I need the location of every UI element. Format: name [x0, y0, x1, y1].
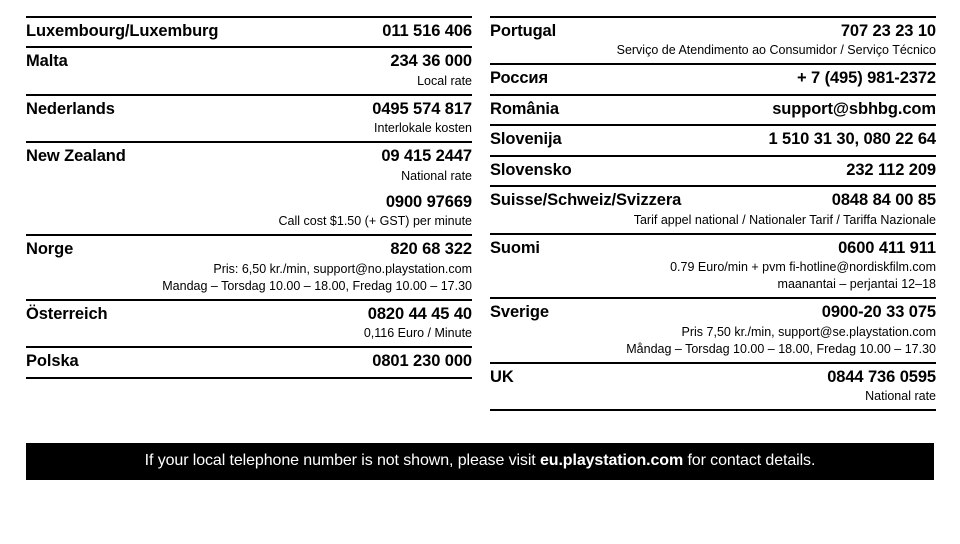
phone-number: 1 510 31 30, 080 22 64: [768, 130, 936, 149]
rate-note: Pris 7,50 kr./min, support@se.playstation.com: [681, 324, 936, 339]
phone-number: 011 516 406: [382, 22, 472, 40]
contact-entry-new-zealand: [26, 141, 472, 234]
contact-row: [26, 352, 472, 371]
contact-row: [490, 191, 936, 210]
footer-text-after: for contact details.: [683, 452, 816, 469]
footer-text-before: If your local telephone number is not shown, please visit: [144, 452, 540, 469]
contact-row: [490, 100, 936, 119]
contact-entry-rossiya: [490, 63, 936, 93]
phone-number: 0600 411 911: [838, 238, 936, 257]
phone-number: 820 68 322: [390, 240, 472, 259]
contact-entry-polska: [26, 346, 472, 378]
country-name: Suomi: [490, 238, 540, 257]
country-name: Suisse/Schweiz/Svizzera: [490, 191, 682, 210]
contact-entry-nederlands: [26, 94, 472, 141]
phone-number-secondary: 0900 97669: [385, 192, 472, 211]
contact-entry-sverige: [490, 297, 936, 361]
contact-entry-portugal: [490, 16, 936, 63]
footer-website-link[interactable]: eu.playstation.com: [539, 452, 684, 469]
rate-note: 0.79 Euro/min + pvm fi-hotline@nordiskfilm.com: [670, 260, 936, 275]
rate-note-secondary: Call cost $1.50 (+ GST) per minute: [278, 214, 472, 229]
contact-row: [26, 147, 472, 166]
contact-entry-uk: [490, 362, 936, 411]
phone-number: 0844 736 0595: [827, 367, 936, 386]
contact-entry-romania: [490, 94, 936, 124]
contact-entry-malta: [26, 46, 472, 93]
country-name: Norge: [26, 240, 74, 259]
country-name: Sverige: [490, 303, 549, 322]
hours-note: Mandag – Torsdag 10.00 – 18.00, Fredag 10.00 – 17.30: [162, 278, 472, 293]
phone-number: 232 112 209: [846, 160, 936, 179]
email-address: support@sbhbg.com: [772, 99, 936, 118]
country-name: Portugal: [490, 22, 557, 40]
service-note: Serviço de Atendimento ao Consumidor / Serviço Técnico: [616, 43, 936, 58]
contact-row: [490, 69, 936, 88]
right-column: [490, 16, 936, 411]
country-name: Malta: [26, 52, 68, 71]
phone-number: 0820 44 45 40: [367, 304, 472, 323]
country-name: Slovensko: [490, 160, 572, 179]
phone-number: 09 415 2447: [381, 147, 472, 166]
footer-banner: [26, 443, 934, 480]
rate-note: National rate: [401, 168, 472, 183]
rate-note: National rate: [865, 389, 936, 404]
contact-row: [490, 161, 936, 180]
rate-note: Local rate: [417, 73, 472, 88]
country-name: Nederlands: [26, 99, 115, 118]
rate-note: Pris: 6,50 kr./min, support@no.playstation.com: [213, 261, 472, 276]
contact-row: [26, 52, 472, 71]
country-name: New Zealand: [26, 147, 126, 166]
country-name: Luxembourg/Luxemburg: [26, 22, 219, 40]
contact-row: [490, 303, 936, 322]
contact-entry-norge: [26, 234, 472, 298]
rate-note: Tarif appel national / Nationaler Tarif / Tariffa Nazionale: [633, 212, 936, 227]
phone-number: + 7 (495) 981-2372: [796, 69, 936, 88]
phone-number: 234 36 000: [390, 52, 472, 71]
contact-row: [490, 239, 936, 258]
contact-row: [26, 240, 472, 259]
phone-number: 0848 84 00 85: [831, 191, 936, 210]
contact-row: [26, 22, 472, 41]
contact-entry-slovenija: [490, 124, 936, 154]
hours-note: maanantai – perjantai 12–18: [777, 277, 936, 292]
country-name: Slovenija: [490, 130, 562, 149]
hours-note: Måndag – Torsdag 10.00 – 18.00, Fredag 10.00 – 17.30: [626, 341, 936, 356]
contact-entry-suisse: [490, 185, 936, 232]
country-name: Österreich: [26, 304, 108, 323]
country-name: Polska: [26, 352, 79, 371]
contact-row: [26, 305, 472, 324]
country-name: Россия: [490, 69, 548, 88]
contact-row-secondary: [26, 193, 472, 212]
rate-note: 0,116 Euro / Minute: [363, 326, 472, 341]
columns-container: [26, 16, 934, 411]
rate-note: Interlokale kosten: [374, 121, 472, 136]
contact-entry-suomi: [490, 233, 936, 297]
contact-row: [490, 368, 936, 387]
phone-number: 0495 574 817: [372, 99, 472, 118]
contact-row: [490, 22, 936, 41]
contact-row: [26, 100, 472, 119]
country-name: România: [490, 99, 559, 118]
left-column: [26, 16, 472, 379]
phone-number: 0900-20 33 075: [821, 303, 936, 322]
contact-entry-slovensko: [490, 155, 936, 185]
contact-entry-luxembourg: [26, 16, 472, 46]
phone-number: 0801 230 000: [372, 352, 472, 371]
phone-number: 707 23 23 10: [840, 22, 936, 40]
contact-entry-osterreich: [26, 299, 472, 346]
contact-row: [490, 130, 936, 149]
country-name: UK: [490, 367, 514, 386]
